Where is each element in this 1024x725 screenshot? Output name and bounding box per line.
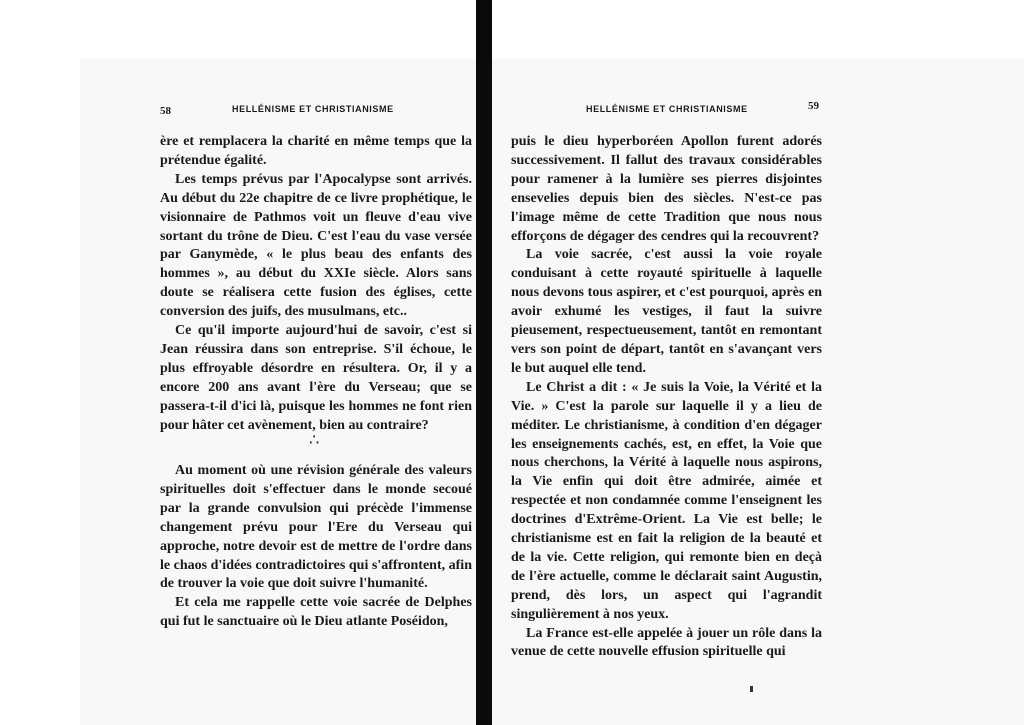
left-text-top — [160, 133, 472, 436]
page-number-left: 58 — [160, 105, 171, 117]
paragraph: Le Christ a dit : « Je suis la Voie, la Vérité et la Vie. » C'est la parole sur laquelle il y a lieu de méditer. Le christianisme, à condition d'en dégager les enseignements cachés, est, en effet, la Voie que nous cherchons, la Vérité à laquelle nous aspirons, la Vie enfin qui doit être admirée, aimée et respectée et non condamnée comme l'enseignent les doctrines d'Extrême-Orient. La Vie est belle; le christianisme est en fait la religion de la beauté et de la vie. Cette religion, qui remonte bien en deçà de l'ère actuelle, comme le déclarait saint Augustin, prend, dès lors, un aspect qui l'agrandit singulièrement à nos yeux. — [511, 379, 822, 622]
paragraph: La voie sacrée, c'est aussi la voie royale conduisant à cette royauté spirituelle à laquelle nous devons tous aspirer, et c'est pourquoi, après en avoir exhumé les vestiges, il faut la suivre pieusement, respectueusement, tantôt en remontant vers son point de départ, tantôt en s'avançant vers le but auquel elle tend. — [511, 247, 822, 376]
paragraph: Les temps prévus par l'Apocalypse sont arrivés. Au début du 22e chapitre de ce livre prophétique, le visionnaire de Pathmos voit un fleuve d'eau vive sortant du trône de Dieu. C'est l'eau du vase versée par Ganymède, « le plus beau des enfants des hommes », au début du XXIe siècle. Alors sans doute se réalisera cette fusion des églises, cette conversion des juifs, des musulmans, etc.. — [160, 171, 472, 320]
running-title-left: HELLÉNISME ET CHRISTIANISME — [232, 104, 394, 114]
paragraph: puis le dieu hyperboréen Apollon furent adorés successivement. Il fallut des travaux considérables pour ramener à la lumière ses pierres disjointes ensevelies depuis bien des siècles. N'est-ce pas l'image même de cette Tradition que nous nous efforçons de dégager des cendres qui la recouvrent? — [511, 134, 822, 244]
right-text — [511, 133, 822, 662]
page-number-right: 59 — [808, 100, 819, 112]
paragraph: Et cela me rappelle cette voie sacrée de Delphes qui fut le sanctuaire où le Dieu atlante Poséidon, — [160, 595, 472, 630]
running-title-right: HELLÉNISME ET CHRISTIANISME — [586, 104, 748, 114]
book-spine — [476, 0, 492, 725]
paragraph: ère et remplacera la charité en même temps que la prétendue égalité. — [160, 134, 472, 168]
paragraph: Ce qu'il importe aujourd'hui de savoir, c'est si Jean réussira dans son entreprise. S'il échoue, le plus effroyable désordre en résultera. Or, il y a encore 200 ans avant l'ère du Verseau; que se passera-t-il d'ici là, puisque les hommes ne font rien pour hâter cet avènement, bien au contraire? — [160, 323, 472, 433]
section-ornament: ∴ — [309, 430, 320, 449]
ink-speck — [750, 686, 753, 692]
paragraph: Au moment où une révision générale des valeurs spirituelles doit s'effectuer dans le monde secoué par la grande convulsion qui précède l'immense changement prévu pour l'Ere du Verseau qui approche, notre devoir est de mettre de l'ordre dans le chaos d'idées contradictoires qui s'affrontent, afin de trouver la voie que doit suivre l'humanité. — [160, 463, 472, 592]
paragraph: La France est-elle appelée à jouer un rôle dans la venue de cette nouvelle effusion spirituelle qui — [511, 625, 822, 660]
left-text-bottom — [160, 462, 472, 632]
